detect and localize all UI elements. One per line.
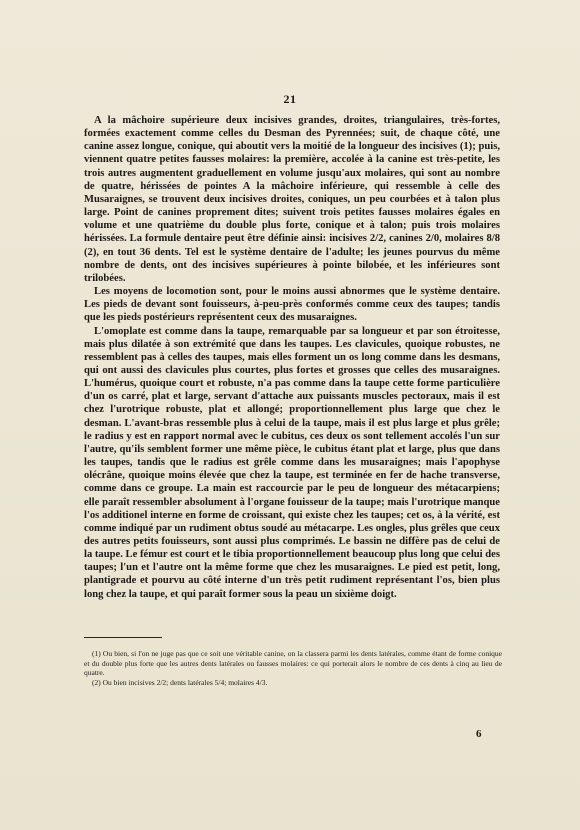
main-text [84,114,500,601]
signature-mark: 6 [476,728,482,740]
paragraph-locomotion: Les moyens de locomotion sont, pour le moins aussi abnormes que le système dentaire. Les pieds de devant sont fouisseurs, à-peu-près conformés comme ceux des taupes; tandis que les pieds postérieurs représentent ceux des musaraignes. [84,286,500,324]
page-number: 21 [283,92,297,106]
footnote-divider [84,637,162,638]
footnote-2: (2) Ou bien incisives 2/2; dents latérales 5/4; molaires 4/3. [92,677,268,687]
paragraph-skeleton: L'omoplate est comme dans la taupe, remarquable par sa longueur et par son étroitesse, mais plus dilatée à son extrémité que dans les taupes. Les clavicules, quoique robustes, ne ressemblent pas à celles des taupes, mais elles forment un os long comme dans les desmans, qui ont aussi des clavicules plus courtes, plus fortes et grosses que celles des musaraignes. L'humérus, quoique court et robuste, n'a pas comme dans la taupe cette forme particulière d'un os carré, plat et large, servant d'attache aux puissants muscles pectoraux, mais il est chez l'urotrique robuste, plat et allongé; proportionnellement plus large que chez le desman. L'avant-bras ressemble plus à celui de la taupe, mais il est plus large et plus grêle; le radius y est en rapport normal avec le cubitus, ces deux os sont tellement accolés l'un sur l'autre, qu'ils semblent former une même pièce, le cubitus étant plat et large, plus que dans les taupes, tandis que le radius est grêle comme dans les musaraignes; mais l'apophyse olécrâne, quoique moins élevée que chez la taupe, est terminée en fer de hache transverse, comme dans ce groupe. La main est raccourcie par le peu de longueur des métacarpiens; elle paraît ressembler absolument à l'organe fouisseur de la taupe; mais l'urotrique manque l'os additionel interne en forme de croissant, qui existe chez les taupes; cet os, à la vérité, est comme indiqué par un rudiment obtus soudé au métacarpe. Les ongles, plus grêles que ceux des autres petits fouisseurs, sont aussi plus comprimés. Le bassin ne diffère pas de celui de la taupe. Le fémur est court et le tibia proportionnellement beaucoup plus long que celui des taupes; l'un et l'autre ont la même forme que chez les musaraignes. Le pied est petit, long, plantigrade et pourvu au côté interne d'un très petit rudiment représentant l'os, bien plus long chez la taupe, et qui paraît former sous la peau un sixième doigt. [84,325,500,600]
footnote-1: (1) Ou bien, si l'on ne juge pas que ce soit une véritable canine, on la classera parmi les dents latérales, comme étant de forme conique et du double plus forte que les autres dents latérales ou fausses molaires: ce qui porterait alors le nombre de ces dents à cinq au lieu de quatre. [84,649,502,678]
paragraph-dentition: A la mâchoire supérieure deux incisives grandes, droites, triangulaires, très-fortes, formées exactement comme celles du Desman des Pyrennées; suit, de chaque côté, une canine assez longue, conique, qui aboutit vers la moitié de la longueur des incisives (1); puis, viennent quatre petites fausses molaires: la première, accolée à la canine est très-petite, les trois autres augmentent graduellement en volume jusqu'aux molaires, qui sont au nombre de quatre, hérissées de pointes A la mâchoire inférieure, qui ressemble à celle des Musaraignes, se trouvent deux incisives droites, coniques, un peu courbées et à talon plus large. Point de canines proprement dites; suivent trois petites fausses molaires égales en volume et une quatrième du double plus forte, conique et à talon; puis trois molaires hérissées. La formule dentaire peut être définie ainsi: incisives 2/2, canines 2/0, molaires 8/8 (2), en tout 36 dents. Tel est le système dentaire de l'adulte; les jeunes pourvus du même nombre de dents, ont des incisives supérieures à pointe bilobée, et les inférieures sont trilobées. [84,115,500,284]
footnotes [84,649,502,687]
